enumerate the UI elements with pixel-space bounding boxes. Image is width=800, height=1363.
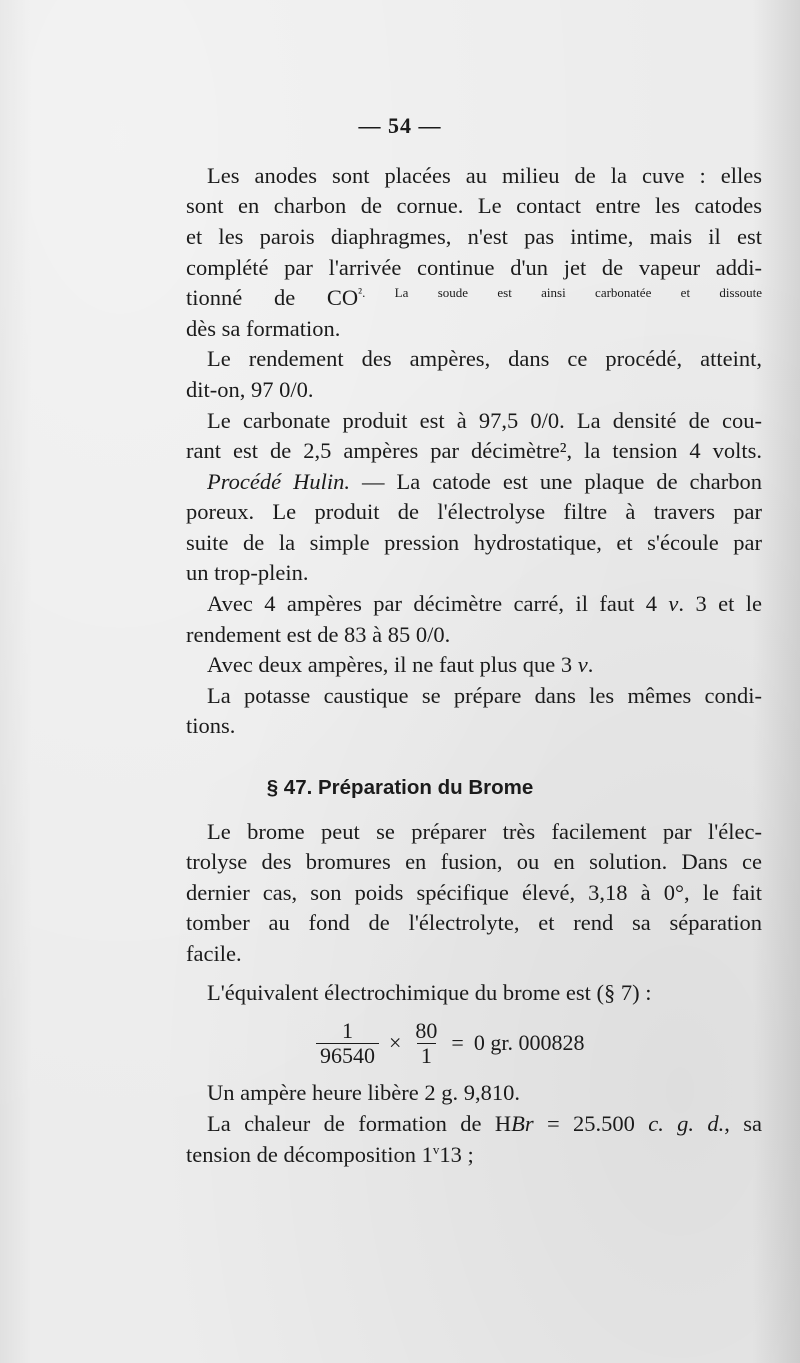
text-line: facile. <box>186 941 242 966</box>
page-number: — 54 — <box>358 113 442 138</box>
text-line: Un ampère heure libère 2 g. 9,810. <box>207 1080 521 1105</box>
superscript: ². La soude est ainsi carbonatée et dissoute <box>358 285 762 300</box>
text-line: Le carbonate produit est à 97,5 0/0. La densité de cou- <box>207 408 762 433</box>
text-line: Les anodes sont placées au milieu de la cuve : elles <box>207 163 762 188</box>
text-fragment: = 25.500 <box>533 1111 649 1136</box>
text-line: complété par l'arrivée continue d'un jet de vapeur addi- <box>186 255 762 280</box>
text-line <box>207 650 762 680</box>
formula-result: 0 gr. 000828 <box>473 1030 585 1055</box>
italic-lead: Procédé Hulin. <box>207 469 350 494</box>
italic-unit: v <box>577 652 588 677</box>
text-line: un trop-plein. <box>186 560 309 585</box>
equals-sign: = <box>451 1030 464 1055</box>
text-line: poreux. Le produit de l'électrolyse filtre à travers par <box>186 499 762 524</box>
text-fragment: , sa <box>724 1111 762 1136</box>
text-line <box>186 1140 762 1170</box>
denominator: 1 <box>417 1043 436 1068</box>
text-line: sont en charbon de cornue. Le contact entre les catodes <box>186 193 762 218</box>
text-line: suite de la simple pression hydrostatique, et s'écoule par <box>186 530 762 555</box>
italic-symbol: Br <box>511 1111 534 1136</box>
text-line <box>207 467 762 497</box>
text-fragment: tension de décomposition 1 <box>186 1142 433 1167</box>
italic-units: c. g. d. <box>648 1111 725 1136</box>
fraction <box>316 1019 379 1068</box>
numerator: 1 <box>342 1017 353 1043</box>
fraction <box>411 1019 441 1068</box>
text-fragment: Avec 4 ampères par décimètre carré, il faut 4 <box>207 591 657 616</box>
text-line: trolyse des bromures en fusion, ou en solution. Dans ce <box>186 849 762 874</box>
text-fragment: rant est de 2,5 ampères par décimètre <box>186 438 560 463</box>
text-fragment: tionné de CO <box>186 285 359 310</box>
text-line <box>207 1109 762 1139</box>
text-line: Le brome peut se préparer très facilement par l'élec- <box>207 819 762 844</box>
text-line <box>186 283 762 313</box>
text-fragment: . <box>587 652 594 677</box>
denominator: 96540 <box>316 1043 379 1068</box>
text-line: dès sa formation. <box>186 316 341 341</box>
text-fragment: La chaleur de formation de H <box>207 1111 512 1136</box>
text-line: dit-on, 97 0/0. <box>186 377 314 402</box>
times-sign: × <box>389 1030 402 1055</box>
text-line: dernier cas, son poids spécifique élevé, 3,18 à 0°, le fait <box>186 880 762 905</box>
italic-unit: v <box>668 591 679 616</box>
text-fragment: — La catode est une plaque de charbon <box>362 469 762 494</box>
text-fragment: . 3 et le <box>678 591 762 616</box>
superscript: v <box>432 1142 440 1157</box>
text-line: Le rendement des ampères, dans ce procédé, atteint, <box>207 346 762 371</box>
superscript-fragment: ², la tension 4 volts. <box>559 438 762 463</box>
text-line: tomber au fond de l'électrolyte, et rend sa séparation <box>186 910 762 935</box>
text-line <box>207 589 762 619</box>
text-line: rendement est de 83 à 85 0/0. <box>186 622 451 647</box>
text-line: tions. <box>186 713 236 738</box>
text-line <box>186 436 762 466</box>
text-fragment: Avec deux ampères, il ne faut plus que 3 <box>207 652 573 677</box>
text-line: et les parois diaphragmes, n'est pas intime, mais il est <box>186 224 762 249</box>
formula <box>316 1015 584 1071</box>
numerator: 80 <box>415 1017 438 1043</box>
text-line: La potasse caustique se prépare dans les mêmes condi- <box>207 683 762 708</box>
section-heading: § 47. Préparation du Brome <box>266 776 534 799</box>
text-fragment: 13 ; <box>439 1142 474 1167</box>
text-line: L'équivalent électrochimique du brome est (§ 7) : <box>207 980 652 1005</box>
